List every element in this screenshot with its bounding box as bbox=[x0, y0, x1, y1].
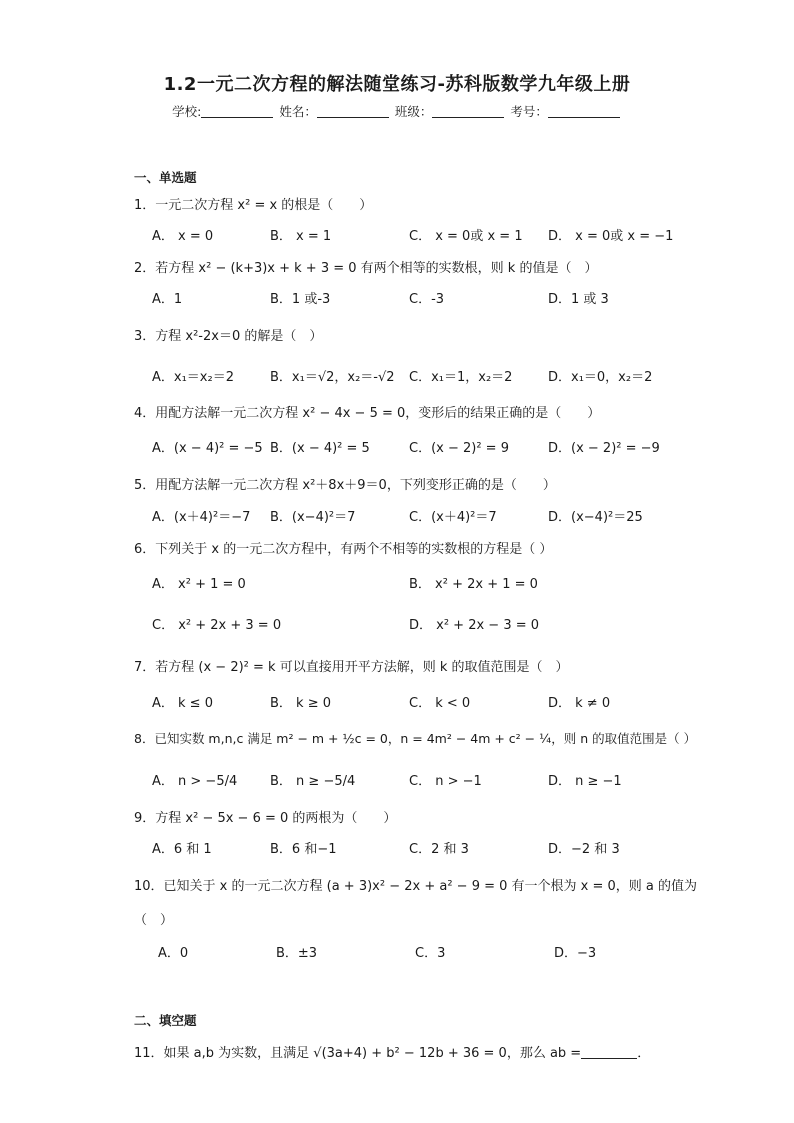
question-5-stem: 5．用配方法解一元二次方程 x²＋8x＋9＝0，下列变形正确的是（ ） bbox=[134, 478, 556, 493]
question-8-option-d[interactable]: D． n ≥ −1 bbox=[548, 774, 622, 789]
question-7-option-b[interactable]: B． k ≥ 0 bbox=[270, 696, 332, 711]
question-10-option-c[interactable]: C．3 bbox=[415, 946, 446, 961]
name-label: 姓名： bbox=[279, 104, 317, 119]
question-3-option-b[interactable]: B．x₁＝√2，x₂＝-√2 bbox=[270, 370, 395, 385]
question-8-option-a[interactable]: A． n > −5/4 bbox=[152, 774, 238, 789]
question-9-option-a[interactable]: A．6 和 1 bbox=[152, 842, 212, 857]
name-blank[interactable] bbox=[317, 105, 389, 118]
question-8-option-c[interactable]: C． n > −1 bbox=[409, 774, 482, 789]
question-11-end: ． bbox=[637, 1046, 651, 1061]
question-5-option-c[interactable]: C．(x＋4)²＝7 bbox=[409, 510, 497, 525]
question-5-options bbox=[152, 506, 672, 528]
school-blank[interactable] bbox=[201, 105, 273, 118]
question-1-options bbox=[152, 225, 672, 247]
question-4-stem: 4．用配方法解一元二次方程 x² − 4x − 5 = 0，变形后的结果正确的是（ ） bbox=[134, 406, 601, 421]
page-title: 1.2一元二次方程的解法随堂练习-苏科版数学九年级上册 bbox=[163, 74, 631, 95]
question-5-option-b[interactable]: B．(x−4)²＝7 bbox=[270, 510, 356, 525]
section-single-choice: 一、单选题 bbox=[134, 170, 197, 185]
question-2-stem: 2．若方程 x² − (k+3)x + k + 3 = 0 有两个相等的实数根，则 k 的值是（ ） bbox=[134, 261, 598, 276]
question-6-option-a[interactable]: A． x² + 1 = 0 bbox=[152, 577, 246, 592]
exam-number-blank[interactable] bbox=[548, 105, 620, 118]
question-9-options bbox=[152, 838, 672, 860]
question-7-options bbox=[152, 692, 672, 714]
question-2-option-a[interactable]: A．1 bbox=[152, 292, 183, 307]
question-10-stem-continued: （ ） bbox=[134, 913, 174, 928]
question-4-options bbox=[152, 437, 672, 459]
school-label: 学校: bbox=[172, 104, 202, 119]
question-4-option-d[interactable]: D．(x − 2)² = −9 bbox=[548, 441, 660, 456]
question-3-option-d[interactable]: D．x₁＝0，x₂＝2 bbox=[548, 370, 653, 385]
question-9-option-d[interactable]: D．−2 和 3 bbox=[548, 842, 620, 857]
question-7-option-c[interactable]: C． k < 0 bbox=[409, 696, 471, 711]
question-11 bbox=[134, 1042, 650, 1061]
student-info-line bbox=[0, 102, 794, 120]
question-6-options-row-2 bbox=[152, 614, 672, 636]
question-2-option-c[interactable]: C．-3 bbox=[409, 292, 445, 307]
question-6-options-row-1 bbox=[152, 573, 672, 595]
question-10-options bbox=[158, 942, 678, 964]
question-7-stem: 7．若方程 (x − 2)² = k 可以直接用开平方法解，则 k 的取值范围是（ ） bbox=[134, 660, 569, 675]
question-10-stem: 10．已知关于 x 的一元二次方程 (a + 3)x² − 2x + a² − 9 = 0 有一个根为 x = 0，则 a 的值为 bbox=[134, 879, 698, 894]
question-8-option-b[interactable]: B． n ≥ −5/4 bbox=[270, 774, 356, 789]
question-9-option-b[interactable]: B．6 和−1 bbox=[270, 842, 337, 857]
question-4-option-c[interactable]: C．(x − 2)² = 9 bbox=[409, 441, 509, 456]
question-7-option-a[interactable]: A． k ≤ 0 bbox=[152, 696, 213, 711]
question-10-option-d[interactable]: D．−3 bbox=[554, 946, 597, 961]
question-8-stem: 8．已知实数 m,n,c 满足 m² − m + ½c = 0，n = 4m² − 4m + c² − ¼，则 n 的取值范围是（ ） bbox=[134, 731, 697, 746]
question-1-option-b[interactable]: B． x = 1 bbox=[270, 229, 332, 244]
question-3-options bbox=[152, 366, 672, 388]
question-2-options bbox=[152, 288, 672, 310]
question-3-stem: 3．方程 x²-2x＝0 的解是（ ） bbox=[134, 329, 323, 344]
question-7-option-d[interactable]: D． k ≠ 0 bbox=[548, 696, 611, 711]
question-8-options bbox=[152, 770, 672, 792]
question-3-option-a[interactable]: A．x₁＝x₂＝2 bbox=[152, 370, 234, 385]
section-fill-blank: 二、填空题 bbox=[134, 1013, 197, 1028]
question-4-option-a[interactable]: A．(x − 4)² = −5 bbox=[152, 441, 263, 456]
question-6-option-d[interactable]: D． x² + 2x − 3 = 0 bbox=[409, 618, 540, 633]
question-1-option-a[interactable]: A． x = 0 bbox=[152, 229, 214, 244]
class-blank[interactable] bbox=[432, 105, 504, 118]
question-2-option-d[interactable]: D．1 或 3 bbox=[548, 292, 609, 307]
question-10-option-b[interactable]: B．±3 bbox=[276, 946, 318, 961]
exam-number-label: 考号： bbox=[510, 104, 548, 119]
question-6-option-b[interactable]: B． x² + 2x + 1 = 0 bbox=[409, 577, 538, 592]
question-6-stem: 6．下列关于 x 的一元二次方程中，有两个不相等的实数根的方程是（ ） bbox=[134, 542, 553, 557]
question-6-option-c[interactable]: C． x² + 2x + 3 = 0 bbox=[152, 618, 282, 633]
question-1-stem: 1．一元二次方程 x² = x 的根是（ ） bbox=[134, 198, 373, 213]
question-11-stem: 11．如果 a,b 为实数，且满足 √(3a+4) + b² − 12b + 36 = 0，那么 ab = bbox=[134, 1046, 582, 1061]
class-label: 班级： bbox=[394, 104, 433, 119]
question-9-option-c[interactable]: C．2 和 3 bbox=[409, 842, 469, 857]
question-10-option-a[interactable]: A．0 bbox=[158, 946, 189, 961]
question-1-option-c[interactable]: C． x = 0或 x = 1 bbox=[409, 229, 523, 244]
question-3-option-c[interactable]: C．x₁＝1，x₂＝2 bbox=[409, 370, 513, 385]
question-5-option-a[interactable]: A．(x＋4)²＝−7 bbox=[152, 510, 251, 525]
question-11-answer-blank[interactable] bbox=[581, 1046, 637, 1059]
question-5-option-d[interactable]: D．(x−4)²＝25 bbox=[548, 510, 643, 525]
question-9-stem: 9．方程 x² − 5x − 6 = 0 的两根为（ ） bbox=[134, 811, 397, 826]
question-1-option-d[interactable]: D． x = 0或 x = −1 bbox=[548, 229, 674, 244]
question-4-option-b[interactable]: B．(x − 4)² = 5 bbox=[270, 441, 370, 456]
question-2-option-b[interactable]: B．1 或-3 bbox=[270, 292, 331, 307]
